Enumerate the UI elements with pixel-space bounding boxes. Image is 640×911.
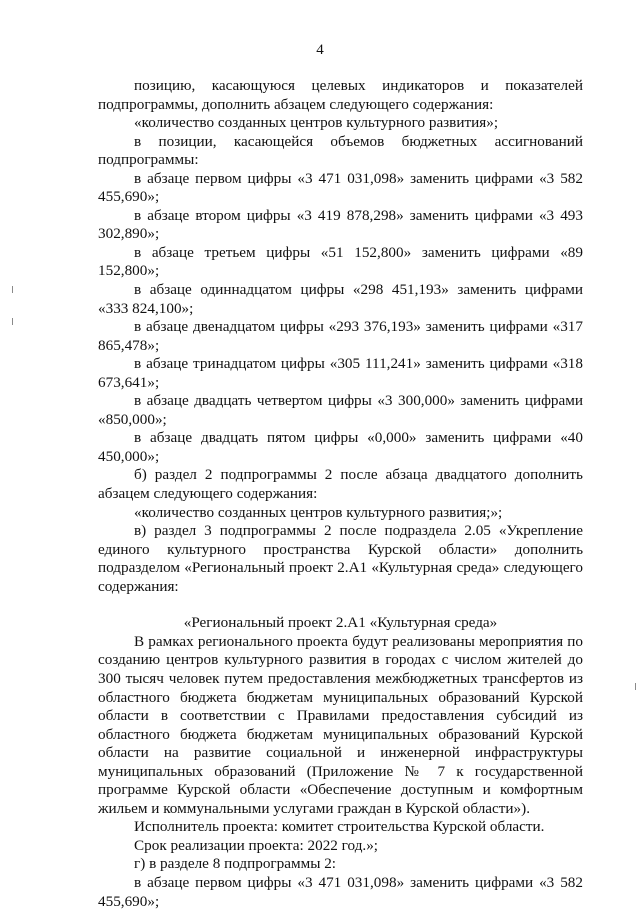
scan-mark xyxy=(635,683,636,690)
paragraph: в абзаце третьем цифры «51 152,800» заменить цифрами «89 152,800»; xyxy=(98,243,583,280)
paragraph: в абзаце двадцать четвертом цифры «3 300,000» заменить цифрами «850,000»; xyxy=(98,392,583,428)
paragraph: в абзаце двенадцатом цифры «293 376,193» заменить цифрами «317 865,478»; xyxy=(98,318,583,354)
paragraph: в позиции, касающейся объемов бюджетных ассигнований подпрограммы: xyxy=(98,132,583,169)
document-body xyxy=(98,77,583,911)
scan-mark xyxy=(12,318,13,325)
paragraph: в абзаце втором цифры «3 419 878,298» заменить цифрами «3 493 302,890»; xyxy=(98,206,583,243)
paragraph: Исполнитель проекта: комитет строительства Курской области. xyxy=(134,818,545,836)
page-number: 4 xyxy=(316,42,324,58)
paragraph: Срок реализации проекта: 2022 год.»; xyxy=(134,836,379,854)
paragraph: «количество созданных центров культурного развития;»; xyxy=(134,503,503,521)
section-heading: «Региональный проект 2.А1 «Культурная среда» xyxy=(183,614,498,632)
paragraph: в абзаце первом цифры «3 471 031,098» заменить цифрами «3 582 455,690»; xyxy=(98,873,583,910)
paragraph: в) раздел 3 подпрограммы 2 после подраздела 2.05 «Укрепление единого культурного пространства Курской области» дополнить подразделом «Региональный проект 2.А1 «Культурная среда» следующего содержания: xyxy=(98,522,583,595)
paragraph: б) раздел 2 подпрограммы 2 после абзаца двадцатого дополнить абзацем следующего содержания: xyxy=(98,466,583,503)
paragraph: позицию, касающуюся целевых индикаторов и показателей подпрограммы, дополнить абзацем следующего содержания: xyxy=(98,77,583,113)
paragraph: «количество созданных центров культурного развития»; xyxy=(134,114,499,132)
paragraph: в абзаце тринадцатом цифры «305 111,241» заменить цифрами «318 673,641»; xyxy=(98,355,583,391)
paragraph: В рамках регионального проекта будут реализованы мероприятия по созданию центров культурного развития в городах с числом жителей до 300 тысяч человек путем предоставления межбюджетных трансфертов из областного бюджета бюджетам муниципальных образований Курской области в соответствии с Правилами предоставления субсидий из областного бюджета бюджетам муниципальных образований Курской области на развитие социальной и инженерной инфраструктуры муниципальных образований (Приложение № 7 к государственной программе Курской области «Обеспечение доступным и комфортным жильем и коммунальными услугами граждан в Курской области»). xyxy=(98,632,583,817)
paragraph: в абзаце одиннадцатом цифры «298 451,193» заменить цифрами «333 824,100»; xyxy=(98,281,583,317)
paragraph: в абзаце первом цифры «3 471 031,098» заменить цифрами «3 582 455,690»; xyxy=(98,169,583,206)
scan-mark xyxy=(12,286,13,293)
paragraph: г) в разделе 8 подпрограммы 2: xyxy=(134,855,337,873)
paragraph: в абзаце двадцать пятом цифры «0,000» заменить цифрами «40 450,000»; xyxy=(98,429,583,465)
